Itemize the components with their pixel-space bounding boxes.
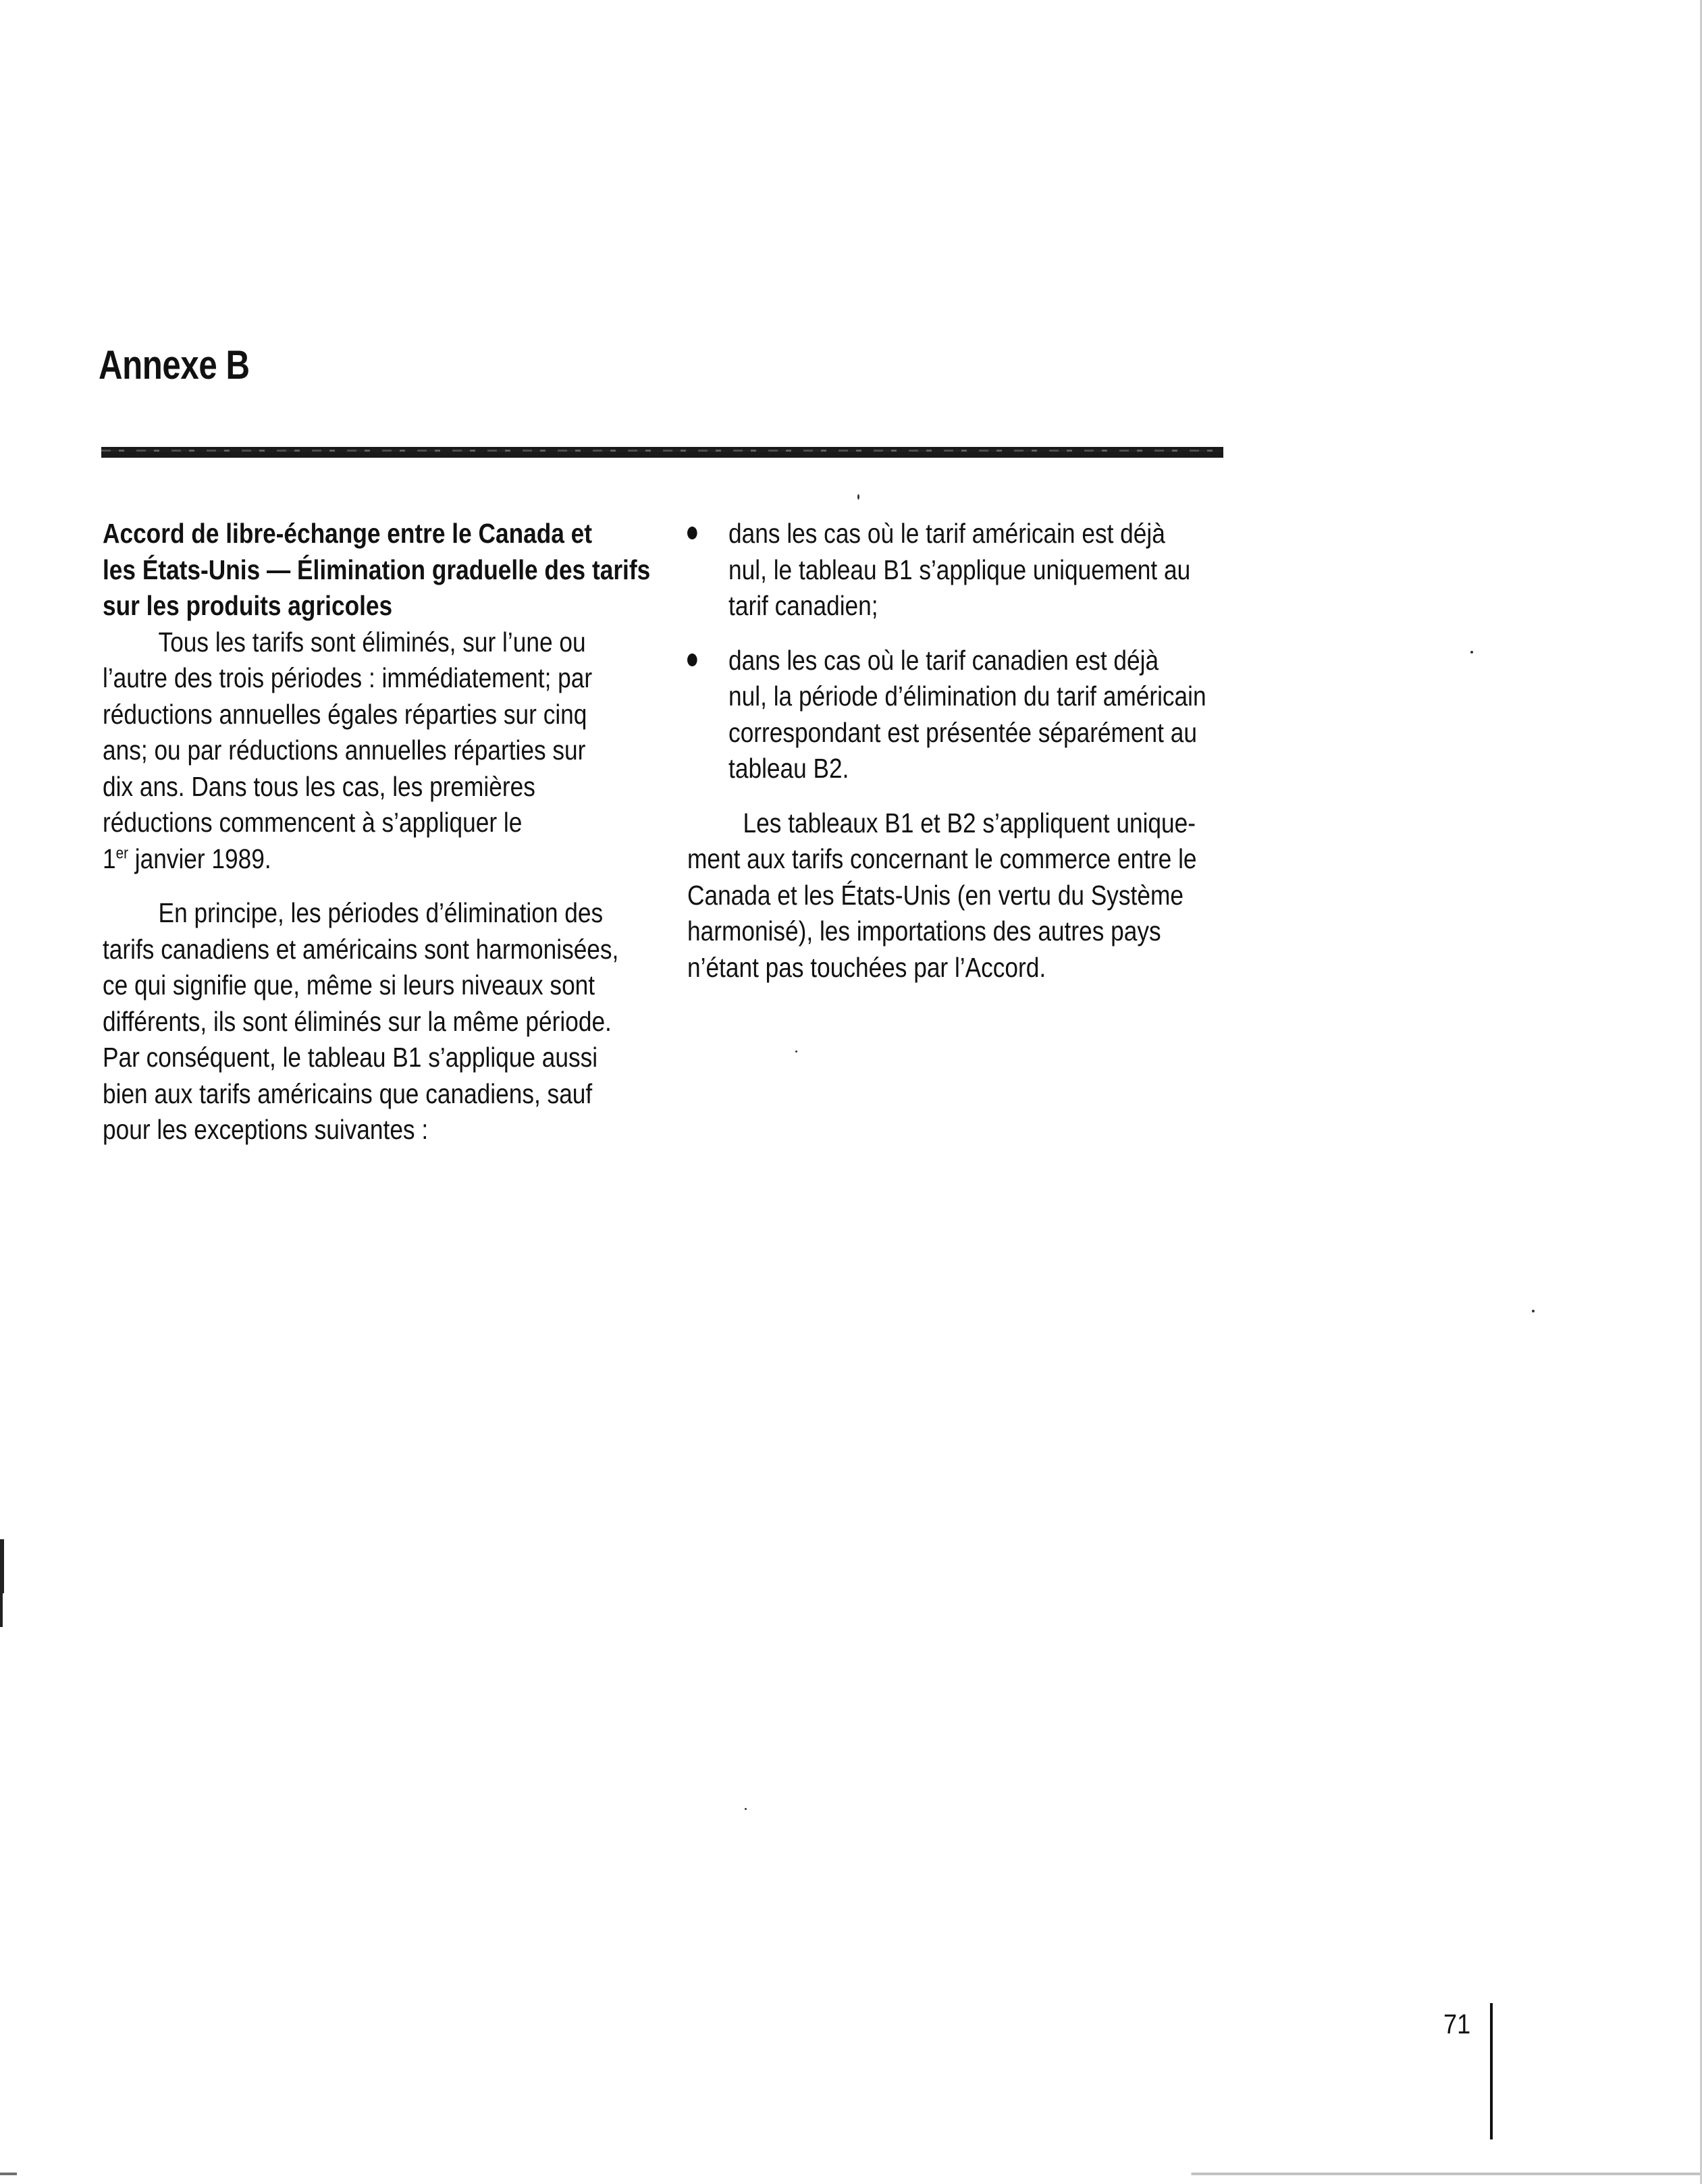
- right-column-text: [687, 516, 1246, 986]
- paragraph-line: Canada et les États-Unis (en vertu du Système: [687, 879, 1184, 911]
- list-item-line: nul, le tableau B1 s’applique uniquement au: [728, 554, 1191, 585]
- scan-speck: [1532, 1310, 1535, 1312]
- paragraph-harmonization: [103, 895, 729, 1148]
- paragraph-tariff-periods: [103, 624, 729, 878]
- annex-title: Annexe B: [99, 342, 250, 388]
- paragraph-line: Les tableaux B1 et B2 s’appliquent unique-: [743, 807, 1196, 838]
- paragraph-line: tarifs canadiens et américains sont harmonisées,: [103, 933, 619, 965]
- list-item-line: dans les cas où le tarif américain est déjà: [728, 518, 1165, 549]
- page-number: 71: [1443, 2008, 1471, 2040]
- heading-rule: [101, 447, 1223, 458]
- paragraph-line: différents, ils sont éliminés sur la même période.: [103, 1005, 612, 1037]
- paragraph-line: Tous les tarifs sont éliminés, sur l’une ou: [158, 626, 586, 658]
- scan-speck: [745, 1808, 747, 1810]
- date-ordinal-superscript: er: [115, 843, 128, 862]
- paragraph-line-date: [103, 841, 729, 878]
- list-item: [687, 516, 1246, 624]
- left-column: [103, 516, 730, 1167]
- paragraph-line: dix ans. Dans tous les cas, les premières: [103, 770, 535, 802]
- paragraph-line: l’autre des trois périodes : immédiatement; par: [103, 662, 593, 693]
- exceptions-list: [687, 516, 1246, 787]
- scan-speck: [1470, 651, 1473, 654]
- paragraph-scope: [687, 805, 1246, 986]
- scan-speck: [795, 1050, 797, 1053]
- section-heading-line: Accord de libre-échange entre le Canada et: [103, 518, 593, 549]
- paragraph-line: pour les exceptions suivantes :: [103, 1114, 429, 1145]
- paragraph-line: ment aux tarifs concernant le commerce entre le: [687, 843, 1197, 874]
- paragraph-line: réductions annuelles égales réparties sur cinq: [103, 698, 587, 730]
- scan-bottom-edge: [0, 2173, 1702, 2175]
- paragraph-line: bien aux tarifs américains que canadiens, sauf: [103, 1077, 593, 1109]
- paragraph-line: harmonisé), les importations des autres pays: [687, 915, 1161, 947]
- section-heading-line: sur les produits agricoles: [103, 590, 393, 621]
- section-heading-line: les États-Unis — Élimination graduelle des tarifs: [103, 554, 651, 585]
- list-item-line: correspondant est présentée séparément au: [728, 716, 1197, 748]
- paragraph-line: Par conséquent, le tableau B1 s’applique aussi: [103, 1042, 598, 1073]
- paragraph-line: ce qui signifie que, même si leurs niveaux sont: [103, 969, 595, 1001]
- list-item: [687, 643, 1246, 787]
- paragraph-line: réductions commencent à s’appliquer le: [103, 807, 523, 838]
- date-rest: janvier 1989.: [128, 843, 271, 874]
- left-column-text: [103, 516, 729, 1148]
- list-item-line: tarif canadien;: [728, 590, 878, 621]
- bullet-icon: [687, 527, 697, 539]
- section-heading: [103, 516, 729, 624]
- list-item-line: dans les cas où le tarif canadien est déjà: [728, 644, 1159, 676]
- list-item-line: nul, la période d’élimination du tarif américain: [728, 681, 1206, 712]
- scan-edge-mark: [0, 1539, 4, 1593]
- list-item-line: tableau B2.: [728, 753, 849, 784]
- scan-edge-mark: [0, 1593, 3, 1627]
- paragraph-line: ans; ou par réductions annuelles réparties sur: [103, 735, 586, 766]
- page-number-rule: [1490, 2003, 1493, 2139]
- paragraph-line: En principe, les périodes d’élimination des: [158, 897, 604, 928]
- date-day: 1: [103, 843, 116, 874]
- paragraph-line: n’étant pas touchées par l’Accord.: [687, 951, 1046, 983]
- bullet-icon: [687, 654, 697, 666]
- heading-rule-texture: [101, 450, 1223, 452]
- scan-speck: [857, 494, 859, 500]
- right-column: [687, 516, 1248, 1004]
